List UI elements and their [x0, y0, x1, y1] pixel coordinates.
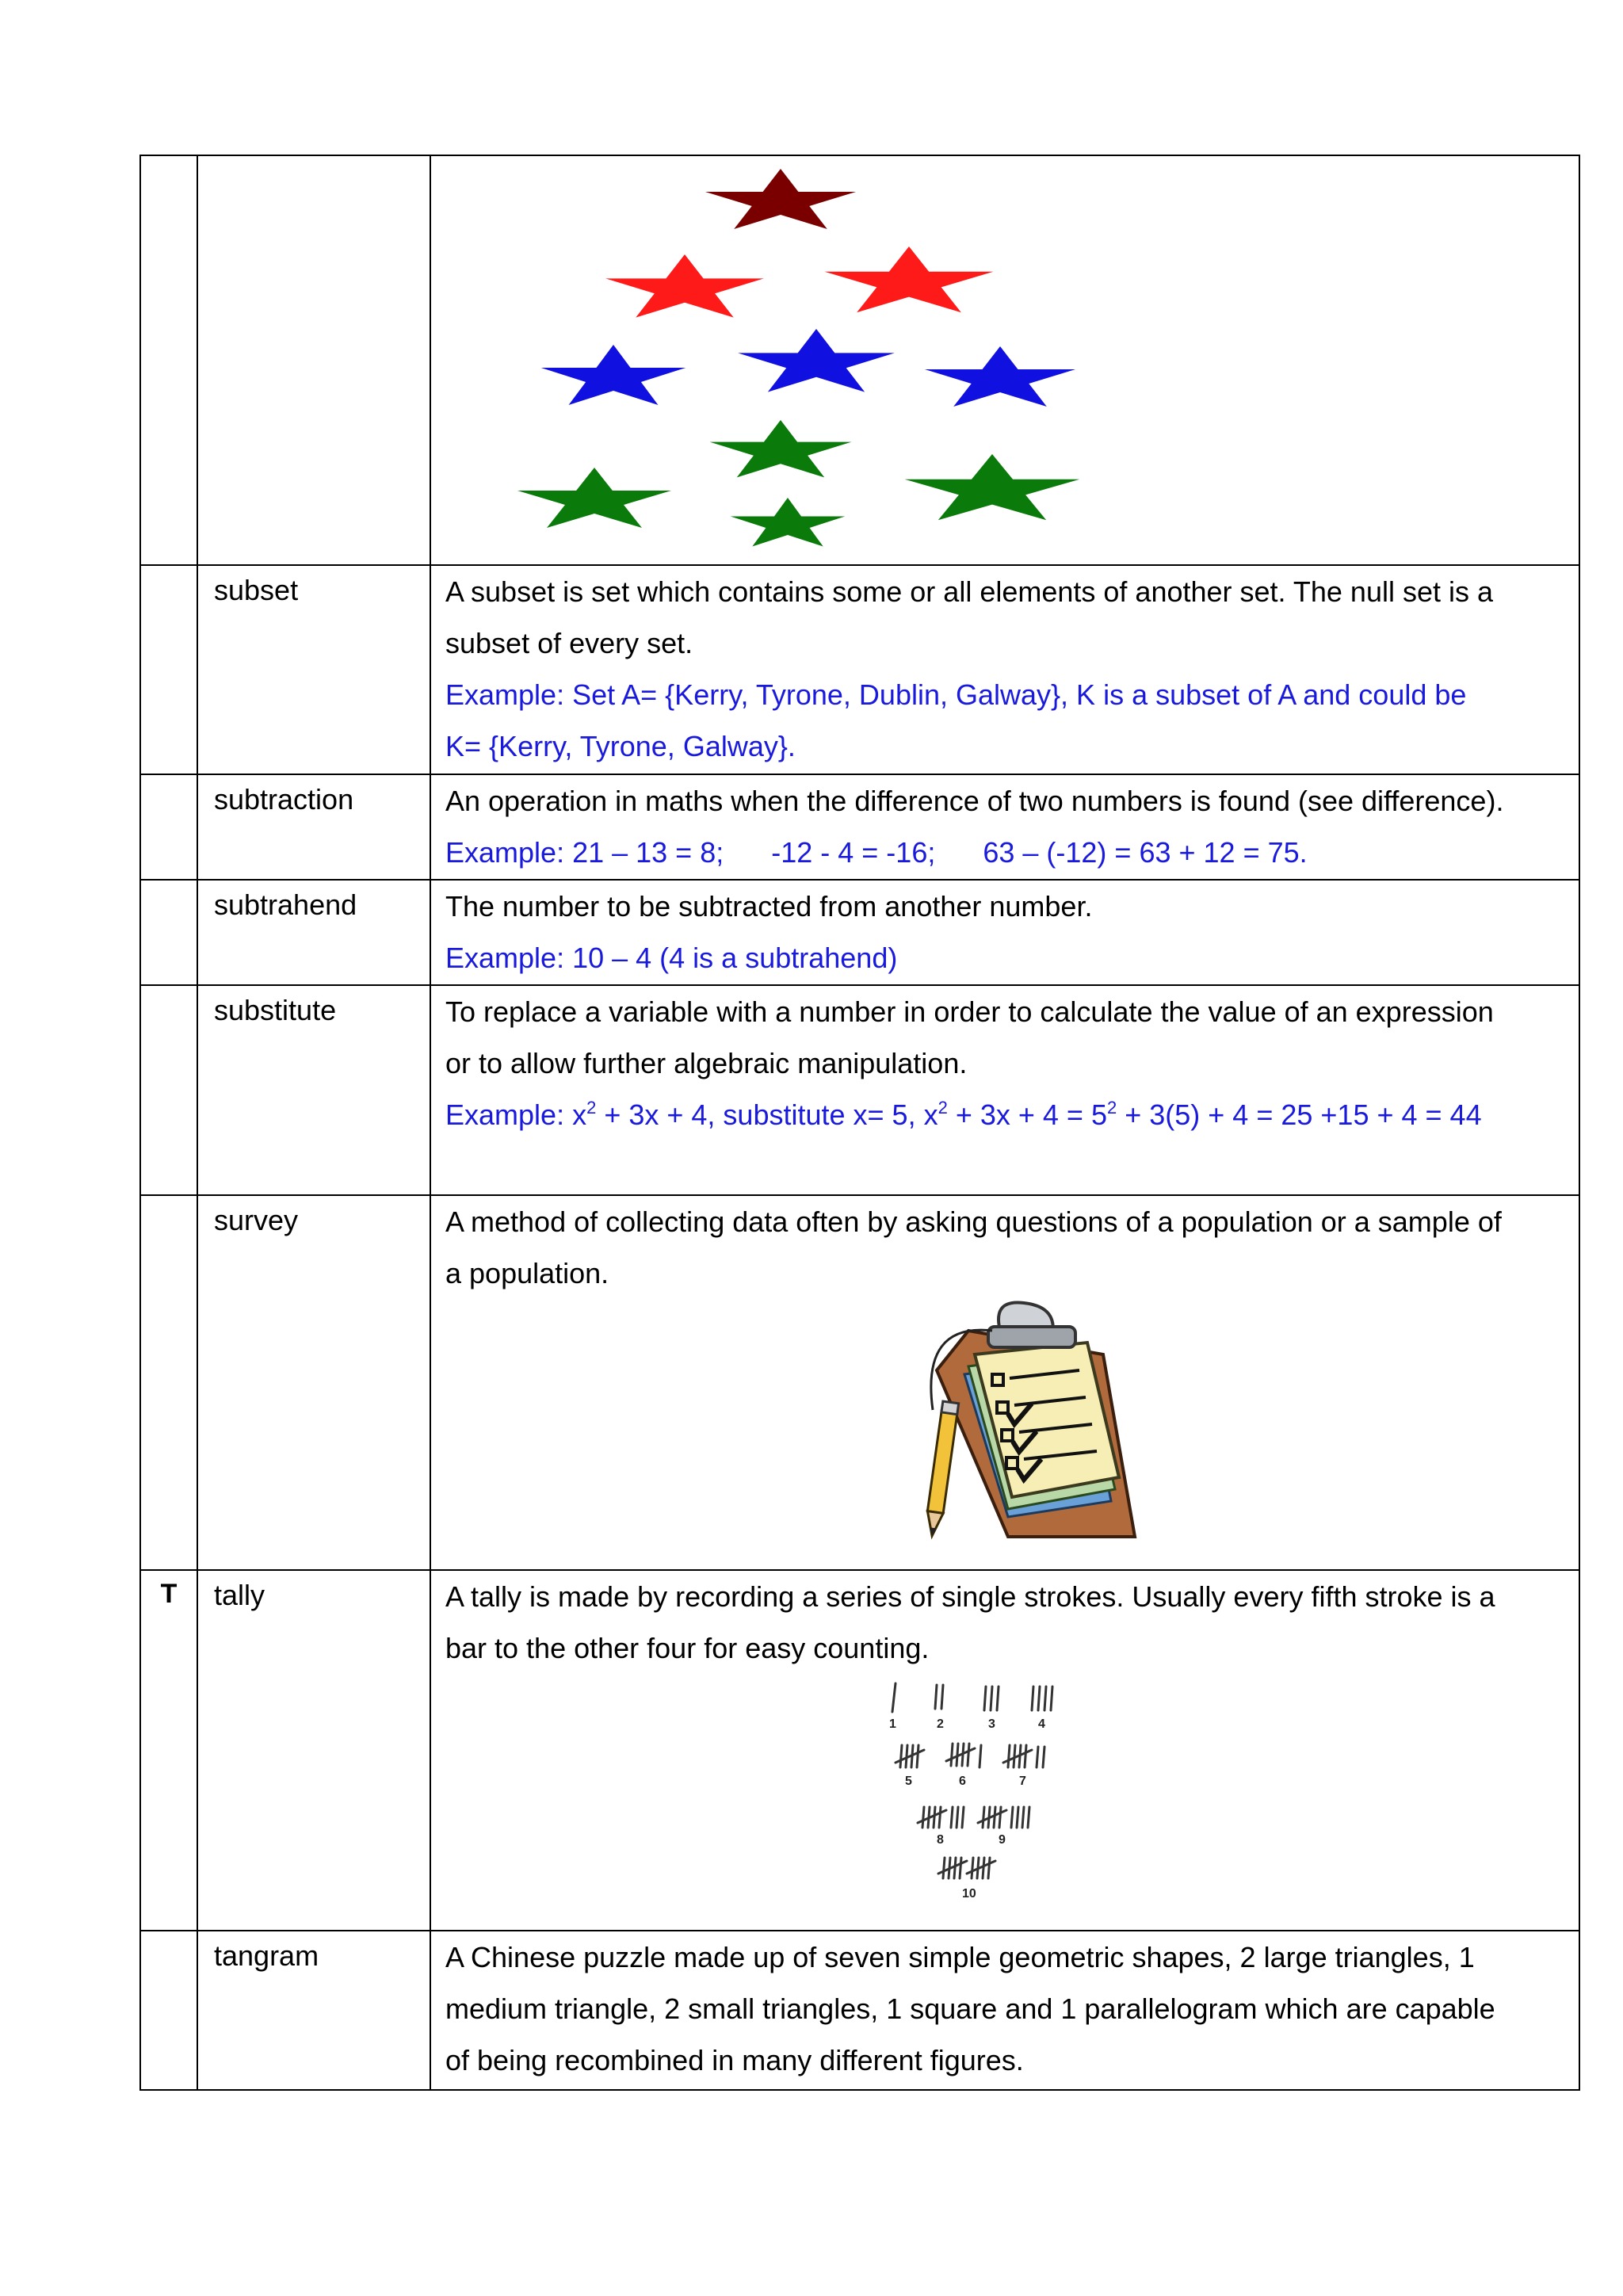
row-definition — [430, 565, 1579, 774]
definition-line: or to allow further algebraic manipulation. — [445, 1047, 968, 1079]
row-definition — [430, 155, 1579, 565]
star-green-small — [731, 498, 846, 547]
example-line: Example: Set A= {Kerry, Tyrone, Dublin, Galway}, K is a subset of A and could be — [445, 678, 1467, 711]
example-part: 63 – (-12) = 63 + 12 = 75. — [983, 836, 1308, 869]
row-definition — [430, 1570, 1579, 1931]
glossary-row-tally — [140, 1570, 1579, 1931]
row-term: tangram — [197, 1931, 430, 2090]
tally-number: 8 — [937, 1833, 944, 1847]
row-term: survey — [197, 1195, 430, 1570]
glossary-row-subtraction — [140, 774, 1579, 880]
stars-triangle-image — [445, 156, 1238, 552]
star-blue-center — [738, 329, 895, 392]
tally-number: 6 — [959, 1775, 966, 1788]
definition-line: The number to be subtracted from another number. — [445, 890, 1093, 923]
example-part: Example: 21 – 13 = 8; — [445, 836, 724, 869]
row-letter — [140, 565, 197, 774]
tally-marks-image — [445, 1674, 1555, 1912]
row-letter — [140, 985, 197, 1195]
row-term: tally — [197, 1570, 430, 1931]
row-term: subset — [197, 565, 430, 774]
row-letter — [140, 880, 197, 985]
tally-number: 7 — [1019, 1775, 1026, 1788]
definition-line: An operation in maths when the difference of two numbers is found (see difference). — [445, 785, 1504, 817]
row-definition — [430, 1931, 1579, 2090]
definition-line: A tally is made by recording a series of single strokes. Usually every fifth stroke is a — [445, 1580, 1495, 1613]
definition-line: A subset is set which contains some or all elements of another set. The null set is a — [445, 575, 1494, 608]
definition-line: A Chinese puzzle made up of seven simple geometric shapes, 2 large triangles, 1 — [445, 1941, 1475, 1973]
row-definition — [430, 1195, 1579, 1570]
row-letter — [140, 1195, 197, 1570]
star-green-left — [517, 468, 671, 528]
star-dark-red — [705, 169, 856, 229]
tally-number: 2 — [937, 1717, 944, 1731]
example-math-line: Example: $x^2 + 3x + 4$, substitute x= 5, $x^2 + 3x + 4 = 5^2 + 3(5) + 4 = 25 +15 + 4 = 44$ — [445, 1098, 1482, 1131]
tally-number: 4 — [1038, 1717, 1045, 1731]
row-term: subtraction — [197, 774, 430, 880]
glossary-row-subtrahend — [140, 880, 1579, 985]
example-line: Example: 10 – 4 (4 is a subtrahend) — [445, 942, 898, 974]
example-line: K= {Kerry, Tyrone, Galway}. — [445, 730, 796, 762]
tally-number: 3 — [988, 1717, 995, 1731]
tally-number: 1 — [889, 1717, 896, 1731]
row-term: subtrahend — [197, 880, 430, 985]
tally-five — [896, 1745, 924, 1767]
row-definition — [430, 880, 1579, 985]
definition-line: bar to the other four for easy counting. — [445, 1632, 930, 1664]
clipboard-icon — [445, 1299, 1555, 1553]
row-term — [197, 155, 430, 565]
definition-line: a population. — [445, 1257, 609, 1289]
glossary-row-stars — [140, 155, 1579, 565]
row-letter — [140, 774, 197, 880]
row-definition — [430, 774, 1579, 880]
star-red-left — [605, 254, 764, 318]
definition-line: medium triangle, 2 small triangles, 1 square and 1 parallelogram which are capable — [445, 1992, 1495, 2025]
star-blue-right — [925, 346, 1075, 407]
star-red-right — [824, 246, 993, 312]
row-definition — [430, 985, 1579, 1195]
example-part: -12 - 4 = -16; — [771, 836, 936, 869]
row-letter — [140, 155, 197, 565]
glossary-row-tangram — [140, 1931, 1579, 2090]
tally-number: 9 — [999, 1833, 1006, 1847]
row-letter — [140, 1931, 197, 2090]
tally-number: 10 — [962, 1887, 976, 1901]
definition-line: To replace a variable with a number in order to calculate the value of an expression — [445, 995, 1494, 1028]
row-term: substitute — [197, 985, 430, 1195]
glossary-row-survey — [140, 1195, 1579, 1570]
definition-line: subset of every set. — [445, 627, 693, 659]
star-green-right — [905, 454, 1080, 520]
row-letter: T — [140, 1570, 197, 1931]
star-blue-left — [541, 345, 686, 405]
glossary-row-substitute — [140, 985, 1579, 1195]
glossary-row-subset — [140, 565, 1579, 774]
tally-number: 5 — [905, 1775, 912, 1788]
star-green-center — [710, 420, 852, 477]
glossary-table — [139, 155, 1580, 2091]
example-line — [445, 827, 1564, 878]
definition-line: of being recombined in many different figures. — [445, 2044, 1024, 2076]
definition-line: A method of collecting data often by asking questions of a population or a sample of — [445, 1205, 1502, 1238]
